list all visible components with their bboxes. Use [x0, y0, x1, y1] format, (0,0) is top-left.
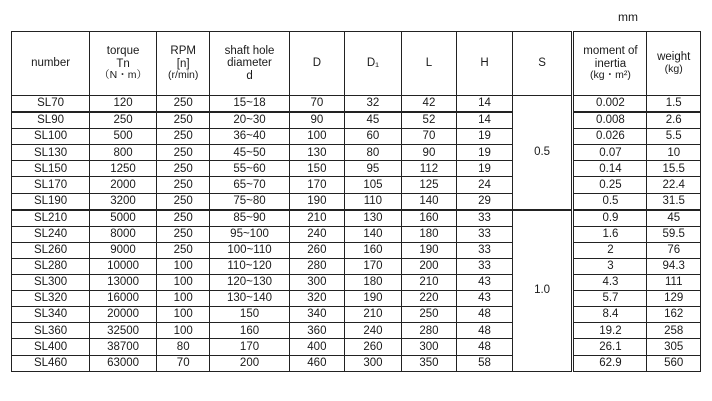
cell-weight: 45 — [647, 210, 701, 227]
cell-l: 210 — [401, 275, 457, 291]
cell-torque: 16000 — [90, 291, 157, 307]
cell-d: 260 — [289, 242, 345, 258]
cell-d1: 170 — [345, 258, 402, 274]
cell-d: 20~30 — [210, 112, 289, 129]
cell-number: SL320 — [12, 291, 90, 307]
header-shaft-hole-diameter: shaft hole diameter d — [210, 32, 289, 96]
cell-weight: 22.4 — [647, 177, 701, 193]
cell-torque: 32500 — [90, 323, 157, 339]
cell-rpm: 250 — [156, 177, 209, 193]
cell-weight: 129 — [647, 291, 701, 307]
cell-torque: 250 — [90, 112, 157, 129]
cell-d: 65~70 — [210, 177, 289, 193]
cell-l: 180 — [401, 226, 457, 242]
cell-weight: 76 — [647, 242, 701, 258]
cell-h: 48 — [457, 323, 513, 339]
coupling-spec-table — [11, 31, 701, 372]
header-torque: torque Tn （N・m） — [90, 32, 157, 96]
table-row — [12, 258, 701, 274]
cell-d1: 80 — [345, 145, 402, 161]
cell-moment: 3 — [573, 258, 647, 274]
cell-weight: 5.5 — [647, 129, 701, 145]
cell-h: 14 — [457, 112, 513, 129]
cell-rpm: 100 — [156, 291, 209, 307]
cell-l: 160 — [401, 210, 457, 227]
cell-d: 36~40 — [210, 129, 289, 145]
cell-number: SL190 — [12, 193, 90, 210]
cell-moment: 19.2 — [573, 323, 647, 339]
cell-torque: 2000 — [90, 177, 157, 193]
cell-d: 360 — [289, 323, 345, 339]
cell-d1: 45 — [345, 112, 402, 129]
header-L: L — [401, 32, 457, 96]
cell-h: 48 — [457, 339, 513, 355]
table-row — [12, 242, 701, 258]
cell-moment: 0.14 — [573, 161, 647, 177]
cell-rpm: 250 — [156, 242, 209, 258]
cell-number: SL400 — [12, 339, 90, 355]
cell-torque: 10000 — [90, 258, 157, 274]
cell-l: 200 — [401, 258, 457, 274]
cell-number: SL150 — [12, 161, 90, 177]
cell-rpm: 100 — [156, 258, 209, 274]
cell-number: SL130 — [12, 145, 90, 161]
cell-d: 130 — [289, 145, 345, 161]
cell-rpm: 70 — [156, 355, 209, 371]
cell-moment: 0.07 — [573, 145, 647, 161]
cell-rpm: 250 — [156, 96, 209, 113]
cell-rpm: 250 — [156, 193, 209, 210]
cell-rpm: 250 — [156, 145, 209, 161]
cell-d: 200 — [210, 355, 289, 371]
cell-moment: 8.4 — [573, 307, 647, 323]
cell-torque: 3200 — [90, 193, 157, 210]
cell-number: SL240 — [12, 226, 90, 242]
cell-l: 140 — [401, 193, 457, 210]
cell-rpm: 250 — [156, 161, 209, 177]
cell-number: SL90 — [12, 112, 90, 129]
table-body — [12, 96, 701, 372]
cell-number: SL260 — [12, 242, 90, 258]
cell-d: 160 — [210, 323, 289, 339]
cell-moment: 0.5 — [573, 193, 647, 210]
cell-d: 300 — [289, 275, 345, 291]
cell-d1: 60 — [345, 129, 402, 145]
cell-d: 320 — [289, 291, 345, 307]
cell-torque: 20000 — [90, 307, 157, 323]
cell-d: 95~100 — [210, 226, 289, 242]
cell-d: 150 — [210, 307, 289, 323]
cell-weight: 15.5 — [647, 161, 701, 177]
cell-rpm: 80 — [156, 339, 209, 355]
cell-d: 150 — [289, 161, 345, 177]
cell-number: SL70 — [12, 96, 90, 113]
cell-d: 100~110 — [210, 242, 289, 258]
cell-h: 43 — [457, 291, 513, 307]
cell-h: 14 — [457, 96, 513, 113]
table-row — [12, 129, 701, 145]
cell-h: 43 — [457, 275, 513, 291]
cell-torque: 800 — [90, 145, 157, 161]
header-rpm: RPM [n] (r/min) — [156, 32, 209, 96]
cell-rpm: 250 — [156, 112, 209, 129]
cell-l: 42 — [401, 96, 457, 113]
cell-weight: 59.5 — [647, 226, 701, 242]
cell-torque: 1250 — [90, 161, 157, 177]
cell-d: 85~90 — [210, 210, 289, 227]
header-D1: D₁ — [345, 32, 402, 96]
cell-h: 33 — [457, 226, 513, 242]
cell-rpm: 250 — [156, 210, 209, 227]
cell-number: SL340 — [12, 307, 90, 323]
cell-l: 52 — [401, 112, 457, 129]
cell-h: 33 — [457, 258, 513, 274]
cell-l: 190 — [401, 242, 457, 258]
header-moment-of-inertia: moment of inertia (kg・m²) — [573, 32, 647, 96]
header-H: H — [457, 32, 513, 96]
cell-d: 130~140 — [210, 291, 289, 307]
cell-rpm: 100 — [156, 275, 209, 291]
cell-l: 350 — [401, 355, 457, 371]
cell-moment: 0.25 — [573, 177, 647, 193]
cell-torque: 13000 — [90, 275, 157, 291]
cell-moment: 0.002 — [573, 96, 647, 113]
cell-rpm: 250 — [156, 129, 209, 145]
cell-l: 300 — [401, 339, 457, 355]
cell-moment: 5.7 — [573, 291, 647, 307]
cell-l: 125 — [401, 177, 457, 193]
cell-d1: 105 — [345, 177, 402, 193]
cell-torque: 63000 — [90, 355, 157, 371]
cell-moment: 4.3 — [573, 275, 647, 291]
cell-d: 70 — [289, 96, 345, 113]
cell-torque: 9000 — [90, 242, 157, 258]
cell-h: 24 — [457, 177, 513, 193]
cell-weight: 162 — [647, 307, 701, 323]
cell-h: 33 — [457, 242, 513, 258]
header-number: number — [12, 32, 90, 96]
cell-l: 220 — [401, 291, 457, 307]
cell-moment: 0.026 — [573, 129, 647, 145]
cell-moment: 26.1 — [573, 339, 647, 355]
cell-d1: 260 — [345, 339, 402, 355]
cell-d: 170 — [289, 177, 345, 193]
cell-l: 90 — [401, 145, 457, 161]
table-row — [12, 161, 701, 177]
cell-h: 33 — [457, 210, 513, 227]
cell-number: SL210 — [12, 210, 90, 227]
table-row — [12, 226, 701, 242]
cell-s-group: 0.5 — [512, 96, 573, 210]
cell-number: SL280 — [12, 258, 90, 274]
cell-l: 112 — [401, 161, 457, 177]
cell-torque: 38700 — [90, 339, 157, 355]
cell-rpm: 250 — [156, 226, 209, 242]
cell-weight: 1.5 — [647, 96, 701, 113]
cell-d: 45~50 — [210, 145, 289, 161]
cell-d1: 140 — [345, 226, 402, 242]
cell-d: 120~130 — [210, 275, 289, 291]
cell-torque: 5000 — [90, 210, 157, 227]
cell-d: 75~80 — [210, 193, 289, 210]
cell-moment: 1.6 — [573, 226, 647, 242]
table-row — [12, 323, 701, 339]
cell-rpm: 100 — [156, 323, 209, 339]
cell-d: 15~18 — [210, 96, 289, 113]
unit-label: mm — [618, 10, 638, 24]
cell-h: 19 — [457, 145, 513, 161]
table-row — [12, 96, 701, 113]
cell-d1: 190 — [345, 291, 402, 307]
cell-d: 210 — [289, 210, 345, 227]
cell-torque: 120 — [90, 96, 157, 113]
cell-moment: 0.9 — [573, 210, 647, 227]
table-row — [12, 355, 701, 371]
cell-d: 190 — [289, 193, 345, 210]
cell-rpm: 100 — [156, 307, 209, 323]
table-row — [12, 291, 701, 307]
cell-h: 29 — [457, 193, 513, 210]
cell-d: 170 — [210, 339, 289, 355]
cell-d1: 300 — [345, 355, 402, 371]
cell-torque: 500 — [90, 129, 157, 145]
cell-d: 90 — [289, 112, 345, 129]
header-row — [12, 32, 701, 96]
cell-l: 250 — [401, 307, 457, 323]
cell-weight: 560 — [647, 355, 701, 371]
cell-d: 240 — [289, 226, 345, 242]
cell-weight: 94.3 — [647, 258, 701, 274]
cell-moment: 2 — [573, 242, 647, 258]
table-row — [12, 275, 701, 291]
cell-weight: 111 — [647, 275, 701, 291]
cell-d1: 240 — [345, 323, 402, 339]
cell-number: SL460 — [12, 355, 90, 371]
cell-h: 58 — [457, 355, 513, 371]
cell-number: SL170 — [12, 177, 90, 193]
cell-number: SL300 — [12, 275, 90, 291]
cell-d: 400 — [289, 339, 345, 355]
cell-d: 280 — [289, 258, 345, 274]
header-S: S — [512, 32, 573, 96]
cell-weight: 305 — [647, 339, 701, 355]
cell-d: 55~60 — [210, 161, 289, 177]
cell-number: SL360 — [12, 323, 90, 339]
table-row — [12, 177, 701, 193]
cell-d1: 160 — [345, 242, 402, 258]
table-row — [12, 307, 701, 323]
table-row — [12, 339, 701, 355]
cell-moment: 0.008 — [573, 112, 647, 129]
cell-h: 48 — [457, 307, 513, 323]
cell-d1: 180 — [345, 275, 402, 291]
table-row — [12, 193, 701, 210]
cell-weight: 258 — [647, 323, 701, 339]
cell-d: 110~120 — [210, 258, 289, 274]
header-D: D — [289, 32, 345, 96]
table-row — [12, 112, 701, 129]
cell-d: 340 — [289, 307, 345, 323]
cell-torque: 8000 — [90, 226, 157, 242]
cell-d1: 95 — [345, 161, 402, 177]
cell-d1: 210 — [345, 307, 402, 323]
cell-moment: 62.9 — [573, 355, 647, 371]
cell-h: 19 — [457, 129, 513, 145]
header-weight: weight (kg) — [647, 32, 701, 96]
cell-d1: 32 — [345, 96, 402, 113]
cell-d1: 110 — [345, 193, 402, 210]
cell-weight: 31.5 — [647, 193, 701, 210]
cell-weight: 2.6 — [647, 112, 701, 129]
cell-l: 280 — [401, 323, 457, 339]
table-row — [12, 210, 701, 227]
cell-number: SL100 — [12, 129, 90, 145]
cell-d1: 130 — [345, 210, 402, 227]
cell-d: 100 — [289, 129, 345, 145]
cell-weight: 10 — [647, 145, 701, 161]
cell-s-group: 1.0 — [512, 210, 573, 371]
cell-l: 70 — [401, 129, 457, 145]
cell-h: 19 — [457, 161, 513, 177]
cell-d: 460 — [289, 355, 345, 371]
table-row — [12, 145, 701, 161]
